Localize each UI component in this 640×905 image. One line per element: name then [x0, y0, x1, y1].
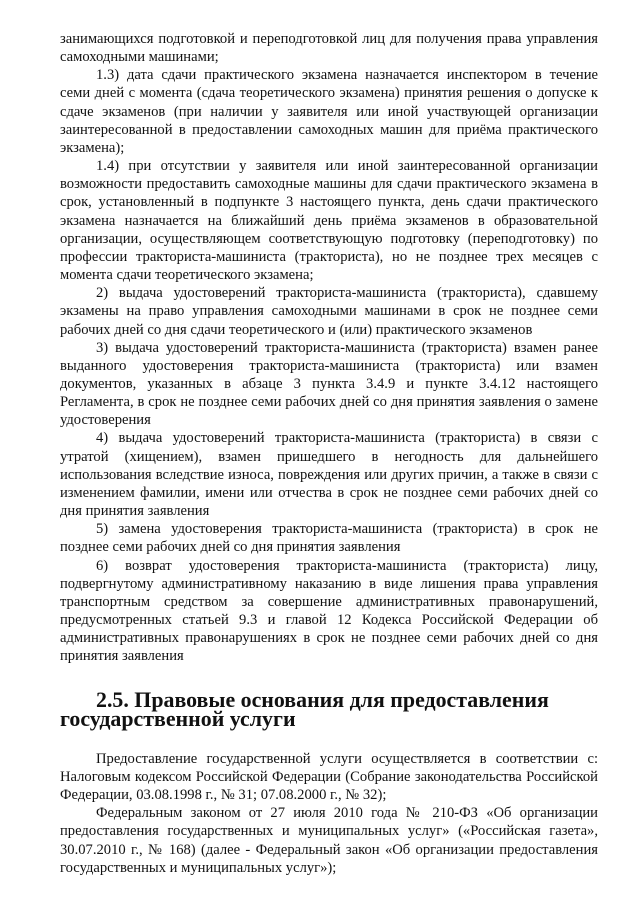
- paragraph-item-1-3: 1.3) дата сдачи практического экзамена назначается инспектором в течение семи дней с момента (сдача теоретического экзамена) принятия решения о допуске к сдаче экзаменов (при наличии у заявителя или иной участвующей организации заинтересованной в предоставлении самоходных машин для приёма практического экзамена);: [60, 67, 598, 156]
- paragraph-legal-basis-intro: Предоставление государственной услуги осуществляется в соответствии с: Налоговым кодексом Российской Федерации (Собрание законодательства Российской Федерации, 03.08.1998 г., № 31; 07.08.2000 г., № 32);: [60, 750, 598, 804]
- paragraph-federal-law: Федеральным законом от 27 июля 2010 года № 210-ФЗ «Об организации предоставления государственных и муниципальных услуг» («Российская газета», 30.07.2010 г., № 168) (далее - Федеральный закон «Об организации предоставления государственных и муниципальных услуг»);: [60, 805, 598, 876]
- paragraph-item-4: 4) выдача удостоверений тракториста-машиниста (тракториста) в связи с утратой (хищением), взамен пришедшего в негодность для дальнейшего использования вследствие износа, повреждения или других причин, а также в связи с изменением фамилии, имени или отчества в срок не позднее семи рабочих дней со дня принятия заявления: [60, 430, 598, 520]
- paragraph-item-5: 5) замена удостоверения тракториста-машиниста (тракториста) в срок не позднее семи рабочих дней со дня принятия заявления: [60, 521, 598, 556]
- paragraph-continuation: занимающихся подготовкой и переподготовкой лиц для получения права управления самоходными машинами;: [60, 31, 598, 66]
- section-heading: 2.5. Правовые основания для предоставления государственной услуги: [60, 687, 549, 731]
- paragraph-item-1-4: 1.4) при отсутствии у заявителя или иной заинтересованной организации возможности предоставить самоходные машины для сдачи практического экзамена в срок, установленный в подпункте 3 настоящего пункта, день сдачи практического экзамена назначается на ближайший день приёма экзаменов в образовательной организации, осуществляющем соответствующую подготовку (переподготовку) по профессии тракториста-машиниста (тракториста), но не позднее трех месяцев с момента сдачи теоретического экзамена;: [60, 158, 598, 284]
- paragraph-item-3: 3) выдача удостоверений тракториста-машиниста (тракториста) взамен ранее выданного удостоверения тракториста-машиниста (тракториста) или взамен документов, указанных в абзаце 3 пункта 3.4.9 и пункте 3.4.12 настоящего Регламента, в срок не позднее семи рабочих дней со дня принятия заявления о замене удостоверения: [60, 339, 598, 429]
- paragraph-item-2: 2) выдача удостоверений тракториста-машиниста (тракториста), сдавшему экзамены на право управления самоходными машинами в срок не позднее семи рабочих дней со дня сдачи теоретического и (или) практического экзаменов: [60, 285, 598, 338]
- paragraph-item-6: 6) возврат удостоверения тракториста-машиниста (тракториста) лицу, подвергнутому административному наказанию в виде лишения права управления транспортным средством за совершение административных правонарушений, предусмотренных статьей 9.3 и главой 12 Кодекса Российской Федерации об административных правонарушениях в срок не позднее семи рабочих дней со дня принятия заявления: [60, 557, 598, 665]
